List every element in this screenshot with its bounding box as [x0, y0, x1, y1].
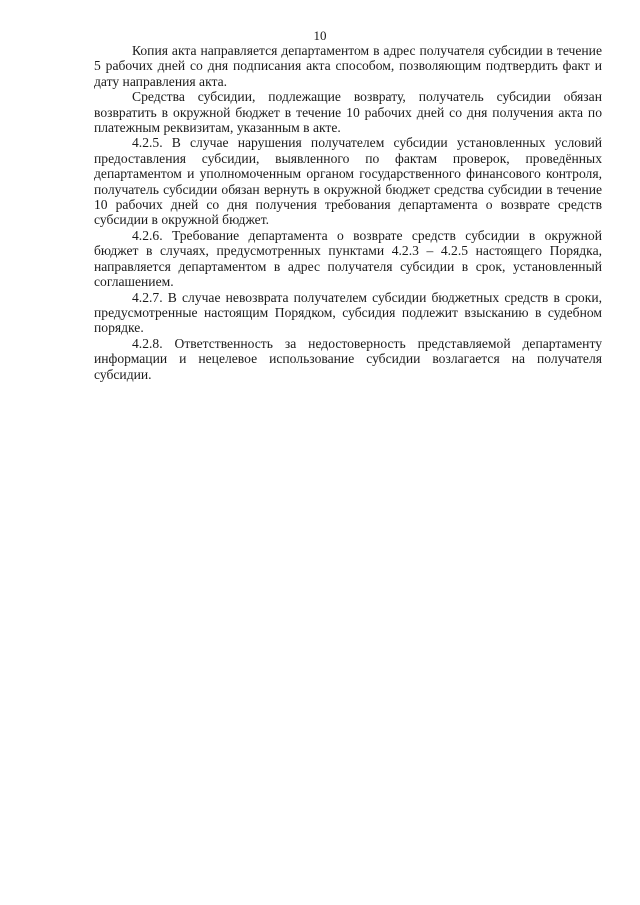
document-body [94, 43, 602, 382]
paragraph-act-copy: Копия акта направляется департаментом в адрес получателя субсидии в течение 5 рабочих дней со дня подписания акта способом, позволяющим подтвердить факт и дату направления акта. [94, 43, 602, 89]
paragraph-refund-funds: Средства субсидии, подлежащие возврату, получатель субсидии обязан возвратить в окружной бюджет в течение 10 рабочих дней со дня получения акта по платежным реквизитам, указанным в акте. [94, 89, 602, 136]
paragraph-4-2-5: 4.2.5. В случае нарушения получателем субсидии установленных условий предоставления субсидии, выявленного по фактам проверок, проведённых департаментом и уполномоченным органом государственного финансового контроля, получатель субсидии обязан вернуть в окружной бюджет средства субсидии в течение 10 рабочих дней со дня получения требования департамента о возврате средств субсидии в окружной бюджет. [94, 135, 602, 228]
paragraph-4-2-7: 4.2.7. В случае невозврата получателем субсидии бюджетных средств в сроки, предусмотренные настоящим Порядком, субсидия подлежит взысканию в судебном порядке. [94, 289, 602, 336]
page-number: 10 [313, 28, 327, 43]
paragraph-4-2-8: 4.2.8. Ответственность за недостоверность представляемой департаменту информации и нецелевое использование субсидии возлагается на получателя субсидии. [94, 335, 602, 382]
paragraph-4-2-6: 4.2.6. Требование департамента о возврате средств субсидии в окружной бюджет в случаях, предусмотренных пунктами 4.2.3 – 4.2.5 настоящего Порядка, направляется департаментом в адрес получателя субсидии в срок, установленный соглашением. [94, 227, 602, 290]
